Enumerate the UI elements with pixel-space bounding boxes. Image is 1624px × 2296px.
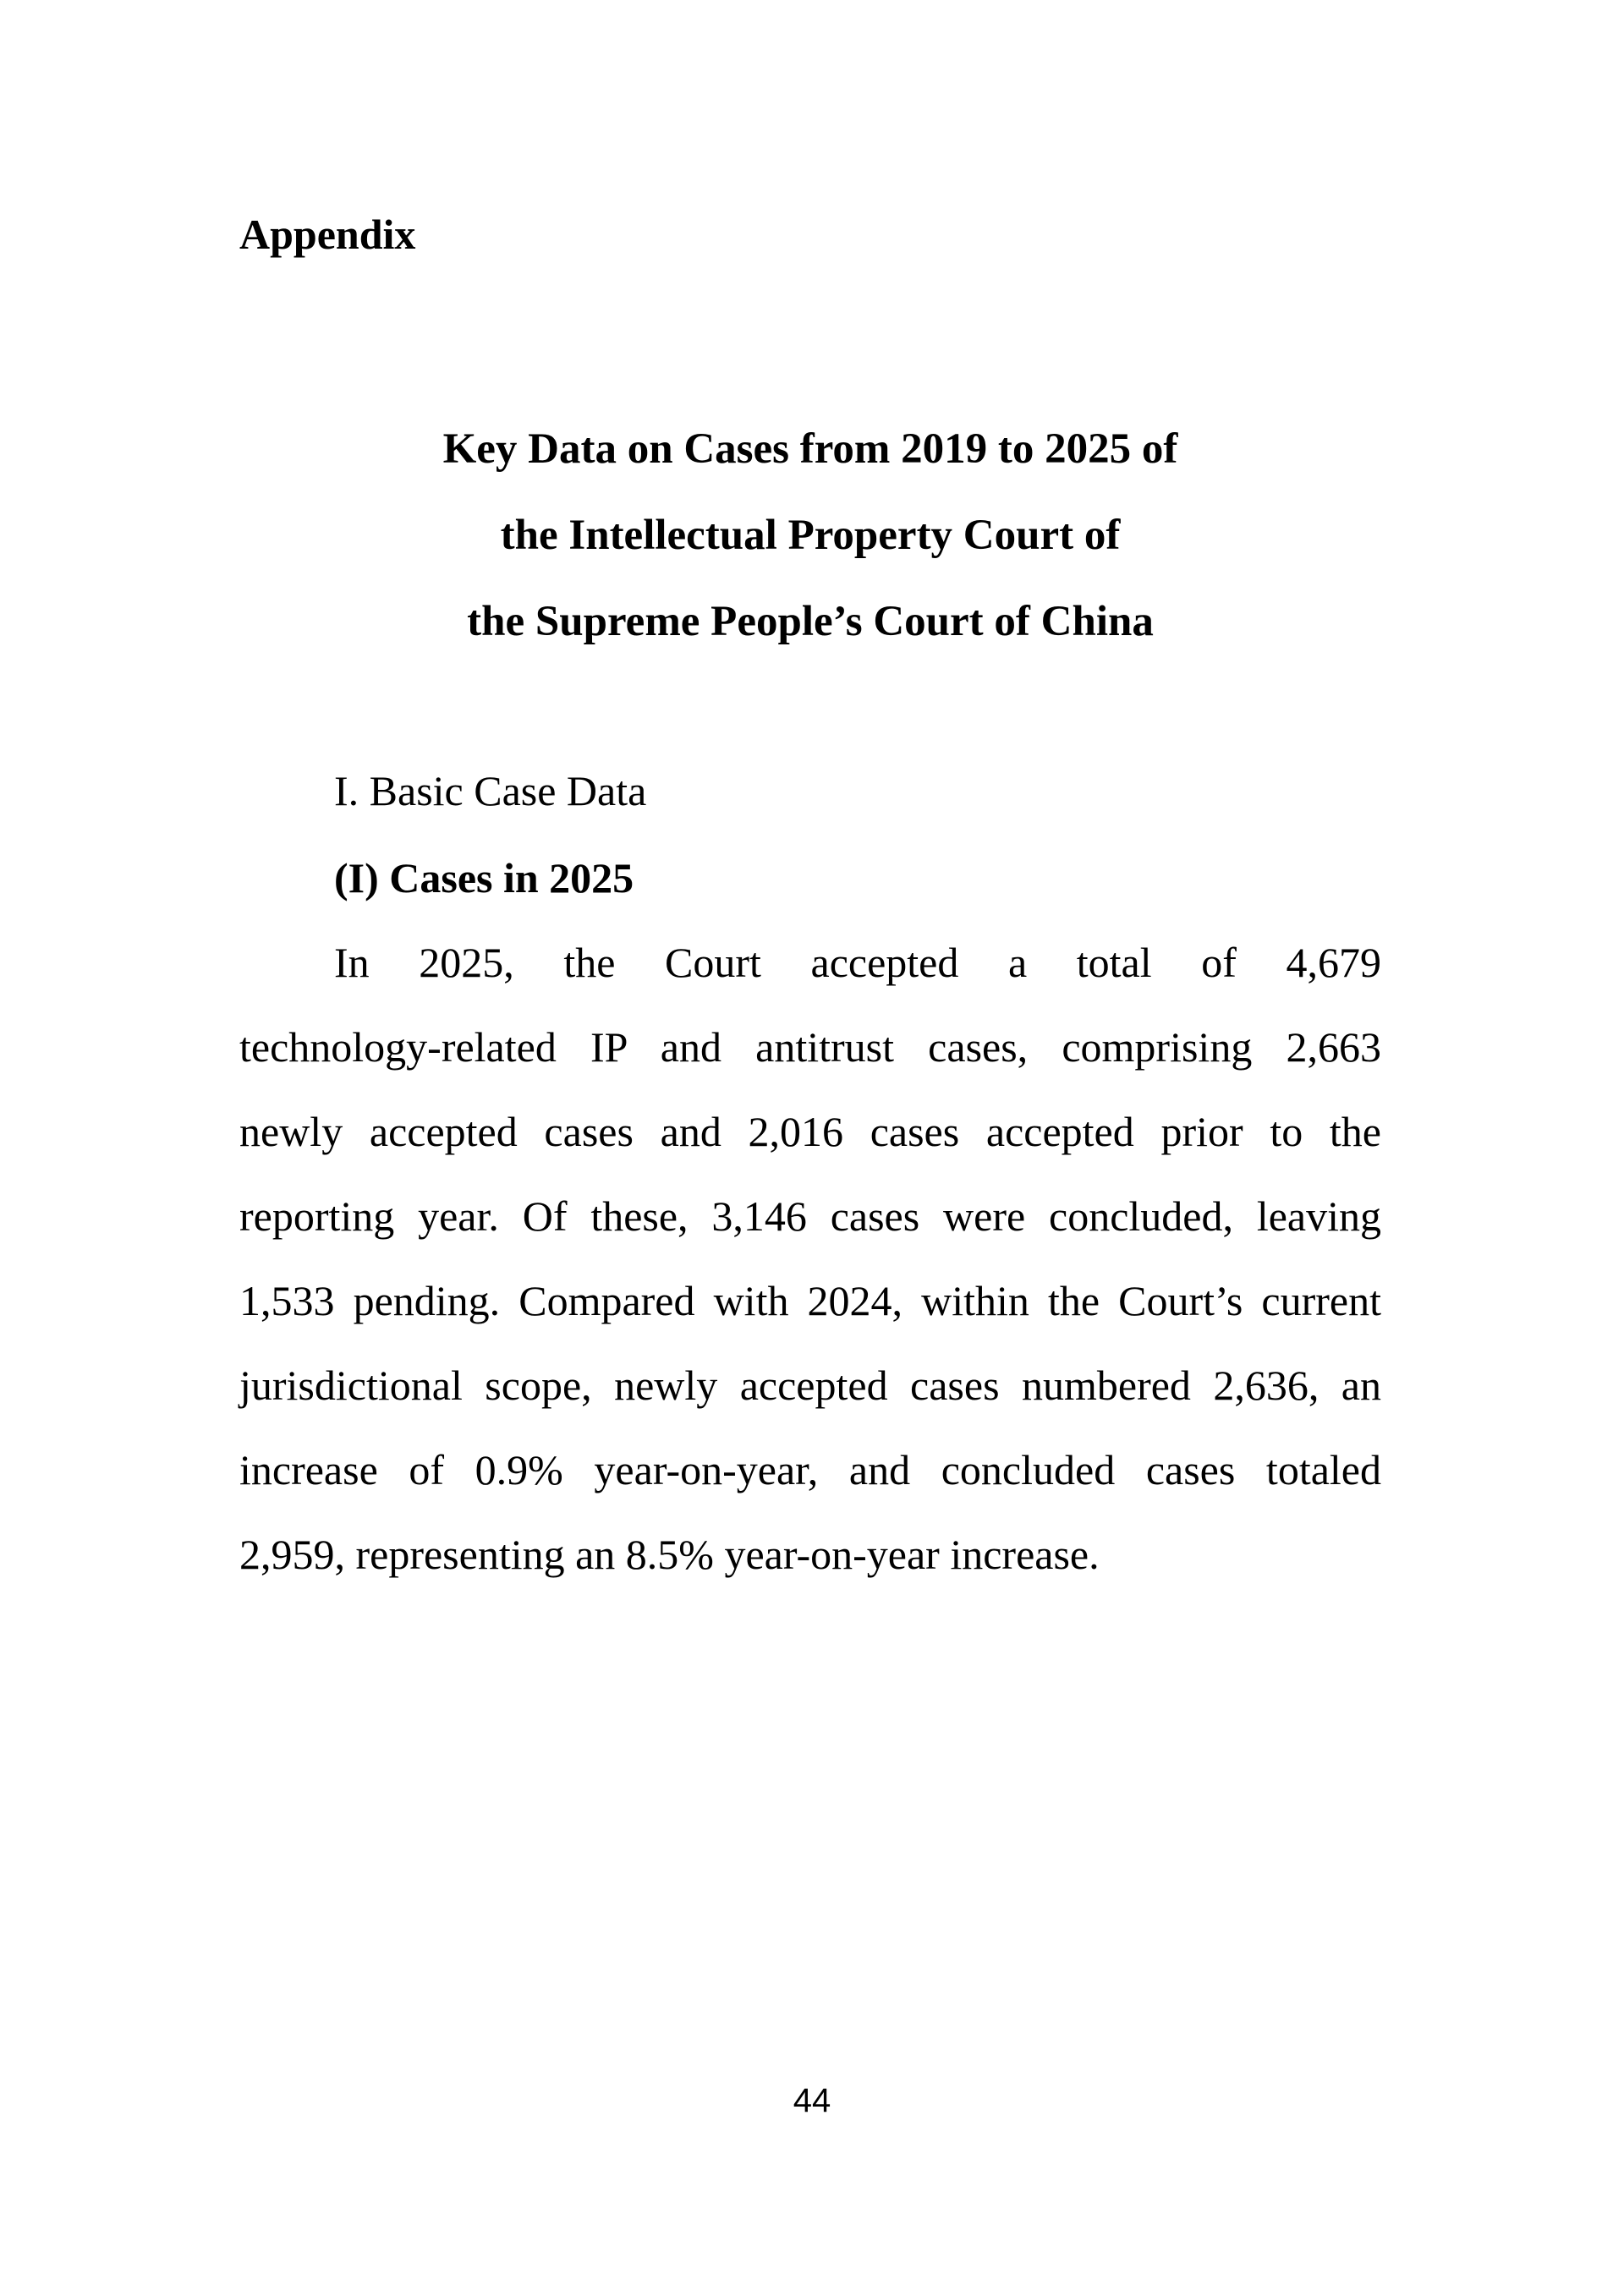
body-paragraph-line-2: technology-related IP and antitrust cases, comprising 2,663 (239, 1023, 1381, 1071)
section-heading-basic-case-data: I. Basic Case Data (334, 767, 647, 814)
subsection-heading-cases-2025: (I) Cases in 2025 (334, 854, 634, 901)
document-title-line-3: the Supreme People’s Court of China (467, 598, 1154, 645)
body-paragraph-line-6: jurisdictional scope, newly accepted cases numbered 2,636, an (239, 1362, 1381, 1409)
body-paragraph (239, 920, 1381, 1597)
body-paragraph-line-5: 1,533 pending. Compared with 2024, within the Court’s current (239, 1277, 1381, 1324)
page-number: 44 (793, 2082, 831, 2119)
body-paragraph-line-1: In 2025, the Court accepted a total of 4,679 (334, 939, 1381, 986)
body-paragraph-line-4: reporting year. Of these, 3,146 cases were concluded, leaving (239, 1192, 1381, 1240)
document-title-line-1: Key Data on Cases from 2019 to 2025 of (442, 425, 1178, 473)
page-content (239, 0, 1381, 1597)
document-title-line-2: the Intellectual Property Court of (500, 512, 1121, 559)
body-paragraph-line-3: newly accepted cases and 2,016 cases accepted prior to the (239, 1108, 1381, 1155)
appendix-heading: Appendix (239, 211, 416, 258)
body-paragraph-line-7: increase of 0.9% year-on-year, and concluded cases totaled (239, 1446, 1381, 1493)
body-paragraph-line-8: 2,959, representing an 8.5% year-on-year increase. (239, 1531, 1100, 1578)
document-title (239, 406, 1381, 665)
